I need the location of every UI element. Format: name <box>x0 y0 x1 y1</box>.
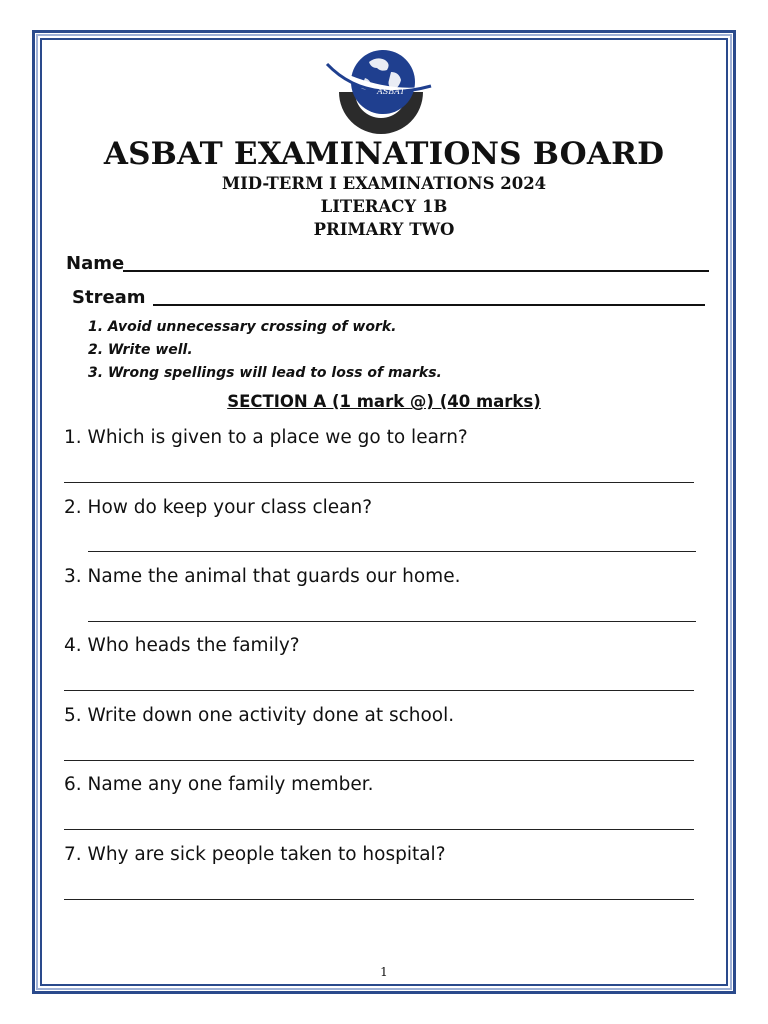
logo-text: ASBAT <box>377 87 405 96</box>
question-2: 2. How do keep your class clean? <box>64 497 373 518</box>
question-4: 4. Who heads the family? <box>64 635 300 656</box>
answer-line-5[interactable] <box>64 760 694 761</box>
stream-label: Stream <box>72 287 146 308</box>
question-1: 1. Which is given to a place we go to learn? <box>64 427 468 448</box>
question-5: 5. Write down one activity done at school. <box>64 705 455 726</box>
answer-line-4[interactable] <box>64 690 694 691</box>
question-7: 7. Why are sick people taken to hospital? <box>64 844 446 865</box>
class-level: PRIMARY TWO <box>313 220 455 239</box>
subject-title: LITERACY 1B <box>320 197 448 216</box>
exam-title: MID-TERM I EXAMINATIONS 2024 <box>221 174 547 193</box>
section-heading: SECTION A (1 mark @) (40 marks) <box>227 392 541 411</box>
question-6: 6. Name any one family member. <box>64 774 374 795</box>
instruction-item: 3. Wrong spellings will lead to loss of marks. <box>88 365 442 381</box>
page-number: 1 <box>380 965 388 979</box>
answer-line-3[interactable] <box>88 621 696 622</box>
instructions-list <box>88 316 442 385</box>
instruction-item: 2. Write well. <box>88 342 193 358</box>
name-field[interactable] <box>123 270 709 272</box>
answer-line-6[interactable] <box>64 829 694 830</box>
answer-line-7[interactable] <box>64 899 694 900</box>
board-title: ASBAT EXAMINATIONS BOARD <box>103 136 665 172</box>
stream-field[interactable] <box>153 304 705 306</box>
answer-line-2[interactable] <box>88 551 696 552</box>
instruction-item: 1. Avoid unnecessary crossing of work. <box>88 319 397 335</box>
asbat-logo <box>325 42 435 134</box>
question-3: 3. Name the animal that guards our home. <box>64 566 461 587</box>
answer-line-1[interactable] <box>64 482 694 483</box>
name-label: Name <box>66 253 125 274</box>
